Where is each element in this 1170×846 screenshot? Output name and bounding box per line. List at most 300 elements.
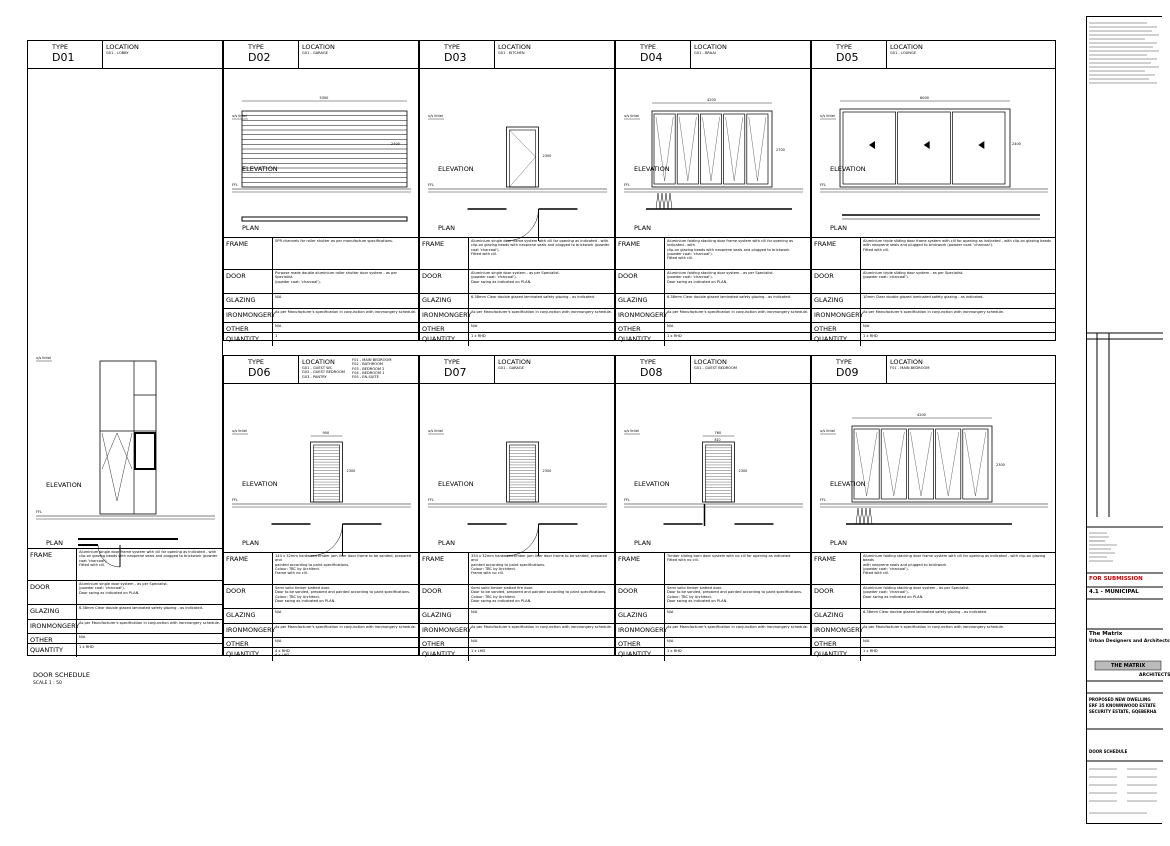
dimension-height: 2300 — [996, 463, 1005, 467]
spec-divider — [664, 270, 665, 294]
elevation-caption: ELEVATION — [830, 480, 866, 488]
spec-value-glazing: 6.38mm Clear double glazed laminated safety glazing - as indicated. — [863, 610, 988, 614]
spec-row-door — [224, 584, 418, 609]
header-divider — [690, 356, 691, 383]
spec-divider — [664, 238, 665, 270]
elevation-caption: ELEVATION — [242, 480, 278, 488]
spec-label-glazing: GLAZING — [422, 611, 452, 619]
spec-divider — [468, 333, 469, 346]
spec-label-glazing: GLAZING — [814, 296, 844, 304]
spec-value-glazing: N/A — [275, 295, 282, 299]
dimension-width: 900 — [322, 431, 330, 435]
door-type-code: D02 — [248, 51, 271, 64]
spec-row-ironmongery — [420, 308, 614, 323]
door-frame-outline — [507, 127, 539, 187]
spec-row-frame — [812, 552, 1055, 585]
spec-value-glazing: 10mm Clear double glazed laminated safety glazing - as indicated. — [863, 295, 984, 299]
spec-row-glazing — [812, 293, 1055, 309]
spec-label-ironmongery: IRONMONGERY — [226, 626, 276, 634]
door-frame-outline — [507, 442, 539, 502]
dimension-width: 5300 — [319, 96, 329, 100]
sliding-panel — [843, 112, 896, 184]
dimension-width: 4200 — [917, 413, 926, 417]
door-type-code: D09 — [836, 366, 859, 379]
spec-label-frame: FRAME — [30, 551, 53, 559]
spec-row-ironmongery — [224, 308, 418, 323]
elevation-caption: ELEVATION — [46, 481, 82, 489]
spec-label-quantity: QUANTITY — [30, 646, 64, 654]
door-header — [812, 356, 1055, 384]
spec-value-door: Aluminium folding stacking door system - as per Specialist. (powder coat: 'charcoal'). Door swing as indicated on PLAN. — [863, 586, 970, 599]
header-divider — [298, 356, 299, 383]
spec-label-ironmongery: IRONMONGERY — [814, 626, 864, 634]
header-divider — [886, 41, 887, 68]
folding-panel — [963, 429, 988, 499]
location-label: LOCATION — [890, 358, 923, 366]
spec-label-ironmongery: IRONMONGERY — [814, 311, 864, 319]
spec-value-frame: Aluminium folding stacking door frame system with cill for opening as indicated - with clip-on glazing beads with neoprene seals and plugged to brickwork (powder coat: 'charcoal'). Fitted with cill. — [863, 554, 1046, 576]
plan-folded-panel — [856, 508, 860, 524]
spec-value-ironmongery: As per Manufacturer's specification in conjunction with ironmongery schedule. — [275, 310, 417, 314]
plan-folded-panel — [664, 193, 668, 209]
spec-value-ironmongery: As per Manufacturer's specification in conjunction with ironmongery schedule. — [471, 625, 613, 629]
spec-value-door: Aluminium single door system - as per Specialist. (powder coat: 'charcoal'). Door swing as indicated on PLAN. — [471, 271, 560, 284]
slide-arrow-icon — [924, 141, 930, 149]
spec-value-glazing: N/A — [275, 610, 282, 614]
spec-divider — [860, 294, 861, 309]
spec-value-other: N/A — [667, 639, 674, 643]
spec-value-quantity: 1 x RHD — [667, 649, 682, 653]
spec-row-door — [420, 584, 614, 609]
spec-value-glazing: 6.38mm Clear double glazed laminated safety glazing - as indicated. — [471, 295, 596, 299]
spec-value-other: N/A — [79, 635, 86, 639]
spec-row-frame — [812, 237, 1055, 270]
swing-indicator — [679, 117, 696, 181]
schedule-scale: SCALE 1 : 50 — [33, 681, 62, 686]
spec-divider — [664, 294, 665, 309]
door-type-code: D07 — [444, 366, 467, 379]
elevation-caption: ELEVATION — [438, 480, 474, 488]
swing-indicator — [910, 432, 931, 496]
dimension-width: 4200 — [707, 98, 716, 102]
spec-row-ironmongery — [616, 308, 810, 323]
door-frame-outline — [652, 111, 772, 187]
folding-panel — [677, 114, 698, 184]
firm-logo-text: THE MATRIX — [1111, 663, 1146, 669]
door-drawing — [224, 384, 418, 552]
location-label: LOCATION — [498, 43, 531, 51]
spec-row-door — [224, 269, 418, 294]
ffl-label: FFL — [428, 498, 434, 502]
lintel-label: u/s lintel — [428, 114, 443, 118]
spec-divider — [76, 581, 77, 605]
spec-label-ironmongery: IRONMONGERY — [618, 626, 668, 634]
door-type-code: D05 — [836, 51, 859, 64]
spec-label-glazing: GLAZING — [422, 296, 452, 304]
ffl-label: FFL — [232, 498, 238, 502]
spec-divider — [860, 238, 861, 270]
spec-label-door: DOOR — [30, 583, 50, 591]
spec-value-quantity: 1 x LHD — [471, 649, 486, 653]
spec-row-ironmongery — [616, 623, 810, 638]
header-divider — [690, 41, 691, 68]
spec-value-door: Aluminium folding stacking door system - as per Specialist. (powder coat: 'charcoal'). Door swing as indicated on PLAN. — [667, 271, 774, 284]
spec-divider — [272, 238, 273, 270]
drawing-title: DOOR SCHEDULE — [1089, 749, 1128, 754]
plan-folded-panel — [668, 193, 672, 209]
spec-divider — [664, 553, 665, 585]
spec-divider — [664, 585, 665, 609]
spec-row-door — [616, 269, 810, 294]
location-label: LOCATION — [302, 358, 335, 366]
spec-value-frame: 144 x 32mm hardwood timber jam liner door frame to be sanded, prepared and painted according to paint specifications. Colour: TBC by Architect. Frame with no cill. — [275, 554, 412, 576]
spec-label-quantity: QUANTITY — [814, 650, 848, 658]
folding-panel — [881, 429, 906, 499]
spec-label-other: OTHER — [226, 325, 249, 333]
ffl-label: FFL — [428, 183, 434, 187]
plan-caption: PLAN — [242, 539, 259, 547]
location-label: LOCATION — [302, 43, 335, 51]
spec-divider — [272, 294, 273, 309]
spec-row-glazing — [224, 608, 418, 624]
spec-value-frame: 334 x 32mm hardwood timber jam liner door frame to be sanded, prepared and painted according to paint specifications. Colour: TBC by Architect. Frame with no cill. — [471, 554, 608, 576]
location-label: LOCATION — [498, 358, 531, 366]
spec-value-door: Semi solid timber slatted door. Door to be sanded, prepared and painted according to paint specifications. Colour: TBC by Architect. Door swing as indicated on PLAN. — [667, 586, 803, 603]
spec-divider — [468, 270, 469, 294]
lintel-label: u/s lintel — [232, 114, 247, 118]
spec-label-door: DOOR — [422, 272, 442, 280]
schedule-title: DOOR SCHEDULE — [33, 671, 90, 679]
spec-label-glazing: GLAZING — [226, 296, 256, 304]
door-header — [616, 356, 810, 384]
spec-row-ironmongery — [28, 619, 222, 634]
header-divider — [298, 41, 299, 68]
swing-indicator — [965, 432, 986, 496]
dimension-height: 2400 — [391, 142, 400, 146]
door-location: F01 - MAIN BEDROOM — [890, 366, 930, 370]
swing-indicator — [749, 117, 766, 181]
plan-caption: PLAN — [46, 539, 63, 547]
door-header — [420, 41, 614, 69]
door-type-code: D01 — [52, 51, 75, 64]
dimension-height: 2400 — [1012, 142, 1021, 146]
spec-value-door: Semi solid timber slatted door. Door to be sanded, prepared and painted according to paint specifications. Colour: TBC by Architect. Door swing as indicated on PLAN. — [275, 586, 411, 603]
door-drawing — [812, 69, 1055, 237]
dimension-height: 2300 — [738, 469, 748, 473]
spec-divider — [76, 549, 77, 581]
spec-label-door: DOOR — [226, 272, 246, 280]
spec-row-quantity — [420, 332, 614, 346]
spec-row-door — [812, 584, 1055, 609]
location-label: LOCATION — [890, 43, 923, 51]
type-label: TYPE — [248, 43, 264, 51]
spec-divider — [860, 270, 861, 294]
spec-value-ironmongery: As per Manufacturer's specification in conjunction with ironmongery schedule. — [275, 625, 417, 629]
spec-value-frame: Aluminium single door frame system with cill for opening as indicated - with clip-on glazing beads with neoprene seals and plugged to brickwork (powder coat 'charcoal'). Fitted with cill. — [79, 550, 218, 567]
spec-label-door: DOOR — [422, 587, 442, 595]
spec-label-glazing: GLAZING — [618, 296, 648, 304]
folding-panel — [654, 114, 675, 184]
spec-label-quantity: QUANTITY — [422, 335, 456, 343]
spec-divider — [860, 553, 861, 585]
spec-divider — [664, 333, 665, 346]
swing-indicator — [883, 432, 904, 496]
door-frame-outline — [840, 109, 1010, 187]
door-cell-d09 — [811, 355, 1056, 656]
door-header — [420, 356, 614, 384]
spec-label-quantity: QUANTITY — [226, 650, 260, 658]
spec-label-glazing: GLAZING — [226, 611, 256, 619]
folding-panel — [700, 114, 721, 184]
spec-label-glazing: GLAZING — [814, 611, 844, 619]
spec-label-quantity: QUANTITY — [618, 650, 652, 658]
spec-label-frame: FRAME — [226, 240, 249, 248]
door-header — [616, 41, 810, 69]
elevation-caption: ELEVATION — [242, 165, 278, 173]
spec-divider — [468, 238, 469, 270]
spec-divider — [468, 648, 469, 661]
spec-value-other: N/A — [471, 324, 478, 328]
spec-value-quantity: 1 x RHD — [79, 645, 94, 649]
firm-subtitle: Urban Designers and Architects — [1089, 639, 1170, 644]
spec-value-quantity: 1 x RHD — [863, 334, 878, 338]
spec-label-quantity: QUANTITY — [618, 335, 652, 343]
spec-value-door: Aluminium triple sliding door system - as per Specialist. (powder coat: 'charcoal'). — [863, 271, 964, 280]
swing-indicator — [726, 117, 743, 181]
location-label: LOCATION — [694, 358, 727, 366]
spec-label-other: OTHER — [618, 640, 641, 648]
swing-indicator — [938, 432, 959, 496]
spec-label-other: OTHER — [422, 640, 445, 648]
plan-folded-panel — [860, 508, 864, 524]
ffl-label: FFL — [232, 183, 238, 187]
spec-value-glazing: 6.38mm Clear double glazed laminated safety glazing - as indicated. — [79, 606, 204, 610]
door-location: G01 - LOBBY — [106, 51, 129, 55]
ffl-label: FFL — [624, 498, 630, 502]
spec-divider — [860, 585, 861, 609]
door-frame-outline — [311, 442, 343, 502]
location-label: LOCATION — [106, 43, 139, 51]
spec-value-ironmongery: As per Manufacturer's specification in conjunction with ironmongery schedule. — [863, 310, 1005, 314]
plan-caption: PLAN — [634, 539, 651, 547]
spec-value-door: Aluminium single door system - as per Specialist. (powder coat: 'charcoal'). Door swing as indicated on PLAN. — [79, 582, 168, 595]
spec-row-frame — [224, 237, 418, 270]
dimension-height: 2300 — [346, 469, 356, 473]
spec-row-glazing — [420, 608, 614, 624]
spec-value-door: Purpose made double aluminium roller shutter door system - as per Specialist. (powder coat: 'charcoal'). — [275, 271, 398, 284]
spec-row-quantity — [812, 647, 1055, 661]
spec-divider — [860, 648, 861, 661]
ffl-label: FFL — [36, 510, 42, 514]
spec-label-door: DOOR — [618, 272, 638, 280]
dimension-width-2: 810 — [714, 438, 721, 442]
spec-label-other: OTHER — [422, 325, 445, 333]
folding-panel — [854, 429, 879, 499]
plan-caption: PLAN — [830, 539, 847, 547]
door-cell-d02 — [223, 40, 419, 341]
spec-label-ironmongery: IRONMONGERY — [422, 626, 472, 634]
plan-folded-panel — [864, 508, 868, 524]
header-divider — [494, 41, 495, 68]
spec-label-quantity: QUANTITY — [226, 335, 260, 343]
spec-value-glazing: 6.38mm Clear double glazed laminated safety glazing - as indicated. — [667, 295, 792, 299]
swing-indicator — [510, 130, 536, 187]
lintel-label: u/s lintel — [820, 429, 835, 433]
spec-row-ironmongery — [812, 623, 1055, 638]
door-drawing — [616, 69, 810, 237]
spec-row-glazing — [616, 608, 810, 624]
spec-divider — [664, 609, 665, 624]
spec-label-frame: FRAME — [226, 555, 249, 563]
spec-value-other: N/A — [863, 324, 870, 328]
spec-row-quantity — [616, 332, 810, 346]
spec-value-ironmongery: As per Manufacturer's specification in conjunction with ironmongery schedule. — [79, 621, 221, 625]
spec-value-other: N/A — [667, 324, 674, 328]
spec-divider — [468, 609, 469, 624]
door-location: G01 - GARAGE — [302, 51, 328, 55]
dimension-height: 2700 — [776, 148, 785, 152]
door-cell-d06 — [223, 355, 419, 656]
spec-row-door — [420, 269, 614, 294]
spec-row-frame — [420, 237, 614, 270]
spec-label-quantity: QUANTITY — [814, 335, 848, 343]
door-header — [812, 41, 1055, 69]
lintel-label: u/s lintel — [428, 429, 443, 433]
spec-value-other: N/A — [275, 324, 282, 328]
header-divider — [102, 41, 103, 68]
plan-caption: PLAN — [438, 224, 455, 232]
door-cell-d05 — [811, 40, 1056, 341]
spec-value-frame: Aluminium triple sliding door frame system with cill for opening as indicated - with clip-on glazing beads with neoprene seals and plugged to brickwork (powder coat: 'charcoal'). Fitted with cill. — [863, 239, 1052, 252]
firm-name: The Matrix — [1089, 631, 1123, 637]
door-location: G01 - GUEST WC G02 - GUEST BEDROOM G03 - PANTRY — [302, 366, 346, 379]
spec-value-frame: Aluminium folding stacking door frame system with cill for opening as indicated - with clip-on glazing beads with neoprene seals and plugged to brickwork (powder coat: 'charcoal'). Fitted with cill. — [667, 239, 794, 261]
folding-panel — [908, 429, 933, 499]
door-drawing — [224, 69, 418, 237]
spec-label-door: DOOR — [226, 587, 246, 595]
door-location: G01 - GARAGE — [498, 366, 524, 370]
swing-indicator — [102, 433, 132, 501]
door-cell-d07 — [419, 355, 615, 656]
spec-label-ironmongery: IRONMONGERY — [422, 311, 472, 319]
elevation-caption: ELEVATION — [438, 165, 474, 173]
spec-value-frame: Aluminium single door frame system with cill for opening as indicated - with clip-on glazing beads with neoprene seals and plugged to brickwork (powder coat 'charcoal'). Fitted with cill. — [471, 239, 610, 256]
door-location: G01 - GUEST BEDROOM — [694, 366, 738, 370]
spec-divider — [468, 294, 469, 309]
spec-row-glazing — [224, 293, 418, 309]
type-label: TYPE — [640, 358, 656, 366]
spec-label-frame: FRAME — [422, 555, 445, 563]
door-drawing — [812, 384, 1055, 552]
lintel-label: u/s lintel — [820, 114, 835, 118]
location-label: LOCATION — [694, 43, 727, 51]
plan-caption: PLAN — [634, 224, 651, 232]
plan-shutter-track — [242, 217, 407, 221]
spec-label-other: OTHER — [30, 636, 53, 644]
door-cell-d08 — [615, 355, 811, 656]
spec-divider — [272, 333, 273, 346]
spec-value-quantity: 1 x RHD — [863, 649, 878, 653]
spec-label-door: DOOR — [814, 587, 834, 595]
spec-row-frame — [224, 552, 418, 585]
spec-label-other: OTHER — [814, 640, 837, 648]
spec-label-ironmongery: IRONMONGERY — [30, 622, 80, 630]
spec-value-door: Semi solid timber slatted fire door. Door to be sanded, prepared and painted according to paint specifications. Colour: TBC by Architect. Door swing as indicated on PLAN. — [471, 586, 607, 603]
plan-folded-panel — [660, 193, 664, 209]
spec-value-ironmongery: As per Manufacturer's specification in conjunction with ironmongery schedule. — [667, 310, 809, 314]
spec-divider — [664, 648, 665, 661]
dimension-width: 760 — [714, 431, 722, 435]
spec-value-other: N/A — [863, 639, 870, 643]
door-location: G01 - BRAAI — [694, 51, 716, 55]
spec-value-glazing: N/A — [471, 610, 478, 614]
door-drawing — [420, 69, 614, 237]
door-drawing — [420, 384, 614, 552]
spec-row-quantity — [812, 332, 1055, 346]
spec-row-frame — [28, 548, 222, 581]
door-frame-outline — [100, 361, 156, 514]
type-label: TYPE — [444, 43, 460, 51]
ffl-label: FFL — [820, 183, 826, 187]
slide-arrow-icon — [978, 141, 984, 149]
door-cell-d01 — [27, 40, 223, 656]
dimension-height: 2300 — [542, 469, 552, 473]
spec-value-ironmongery: As per Manufacturer's specification in conjunction with ironmongery schedule. — [471, 310, 613, 314]
spec-row-glazing — [616, 293, 810, 309]
spec-row-glazing — [28, 604, 222, 620]
plan-caption: PLAN — [438, 539, 455, 547]
type-label: TYPE — [248, 358, 264, 366]
spec-value-frame: SPR channels for roller shutter as per manufacture specifications. — [275, 239, 394, 243]
door-type-code: D06 — [248, 366, 271, 379]
spec-value-quantity: 1 — [275, 334, 278, 338]
spec-label-frame: FRAME — [618, 555, 641, 563]
spec-row-quantity — [420, 647, 614, 661]
spec-value-ironmongery: As per Manufacturer's specification in conjunction with ironmongery schedule. — [863, 625, 1005, 629]
spec-label-quantity: QUANTITY — [422, 650, 456, 658]
spec-row-glazing — [812, 608, 1055, 624]
plan-folded-panel — [868, 508, 872, 524]
spec-row-quantity — [616, 647, 810, 661]
project-address-2: SECURITY ESTATE, GQEBERHA — [1089, 709, 1157, 714]
folding-panel — [747, 114, 768, 184]
door-header — [28, 41, 222, 69]
door-leaf — [135, 433, 155, 469]
spec-label-other: OTHER — [226, 640, 249, 648]
spec-row-ironmongery — [420, 623, 614, 638]
plan-folded-panel — [656, 193, 660, 209]
type-label: TYPE — [640, 43, 656, 51]
door-type-code: D04 — [640, 51, 663, 64]
elevation-caption: ELEVATION — [634, 480, 670, 488]
title-block — [1086, 16, 1170, 824]
door-drawing — [616, 384, 810, 552]
type-label: TYPE — [444, 358, 460, 366]
spec-label-other: OTHER — [814, 325, 837, 333]
spec-label-frame: FRAME — [422, 240, 445, 248]
project-stage: 4.1 - MUNICIPAL — [1089, 589, 1139, 595]
door-location: G01 - KITCHEN — [498, 51, 525, 55]
type-label: TYPE — [836, 358, 852, 366]
spec-value-quantity: 1 x RHD — [471, 334, 486, 338]
spec-row-ironmongery — [224, 623, 418, 638]
spec-row-frame — [616, 552, 810, 585]
door-header — [224, 41, 418, 69]
dimension-width: 6000 — [920, 96, 929, 100]
door-leaf — [510, 130, 536, 187]
ffl-label: FFL — [624, 183, 630, 187]
swing-indicator — [702, 117, 719, 181]
